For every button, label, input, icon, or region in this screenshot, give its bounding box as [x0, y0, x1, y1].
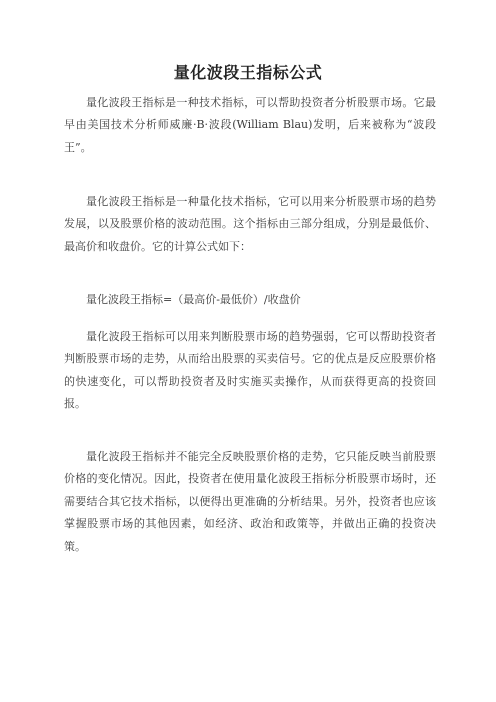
paragraph-formula: 量化波段王指标=（最高价-最低价）/收盘价 — [86, 293, 301, 306]
paragraph-description: 量化波段王指标是一种量化技术指标，它可以用来分析股票市场的趋势发展，以及股票价格的波动范围。这个指标由三部分组成，分别是最低价、最高价和收盘价。它的计算公式如下： — [64, 195, 436, 253]
document-title: 量化波段王指标公式 — [173, 63, 323, 82]
paragraph-limitations: 量化波段王指标并不能完全反映股票价格的走势，它只能反映当前股票价格的变化情况。因此，投资者在使用量化波段王指标分析股票市场时，还需要结合其它技术指标，以便得出更准确的分析结果。另外，投资者也应该掌握股票市场的其他因素，如经济、政治和政策等，并做出正确的投资决策。 — [64, 450, 436, 553]
paragraph-usage: 量化波段王指标可以用来判断股票市场的趋势强弱，它可以帮助投资者判断股票市场的走势，从而给出股票的买卖信号。它的优点是反应股票价格的快速变化，可以帮助投资者及时实施买卖操作，从而获得更高的投资回报。 — [64, 330, 436, 411]
paragraph-intro: 量化波段王指标是一种技术指标，可以帮助投资者分析股票市场。它最早由美国技术分析师威廉·B·波段(William Blau)发明，后来被称为“波段王”。 — [64, 96, 436, 154]
